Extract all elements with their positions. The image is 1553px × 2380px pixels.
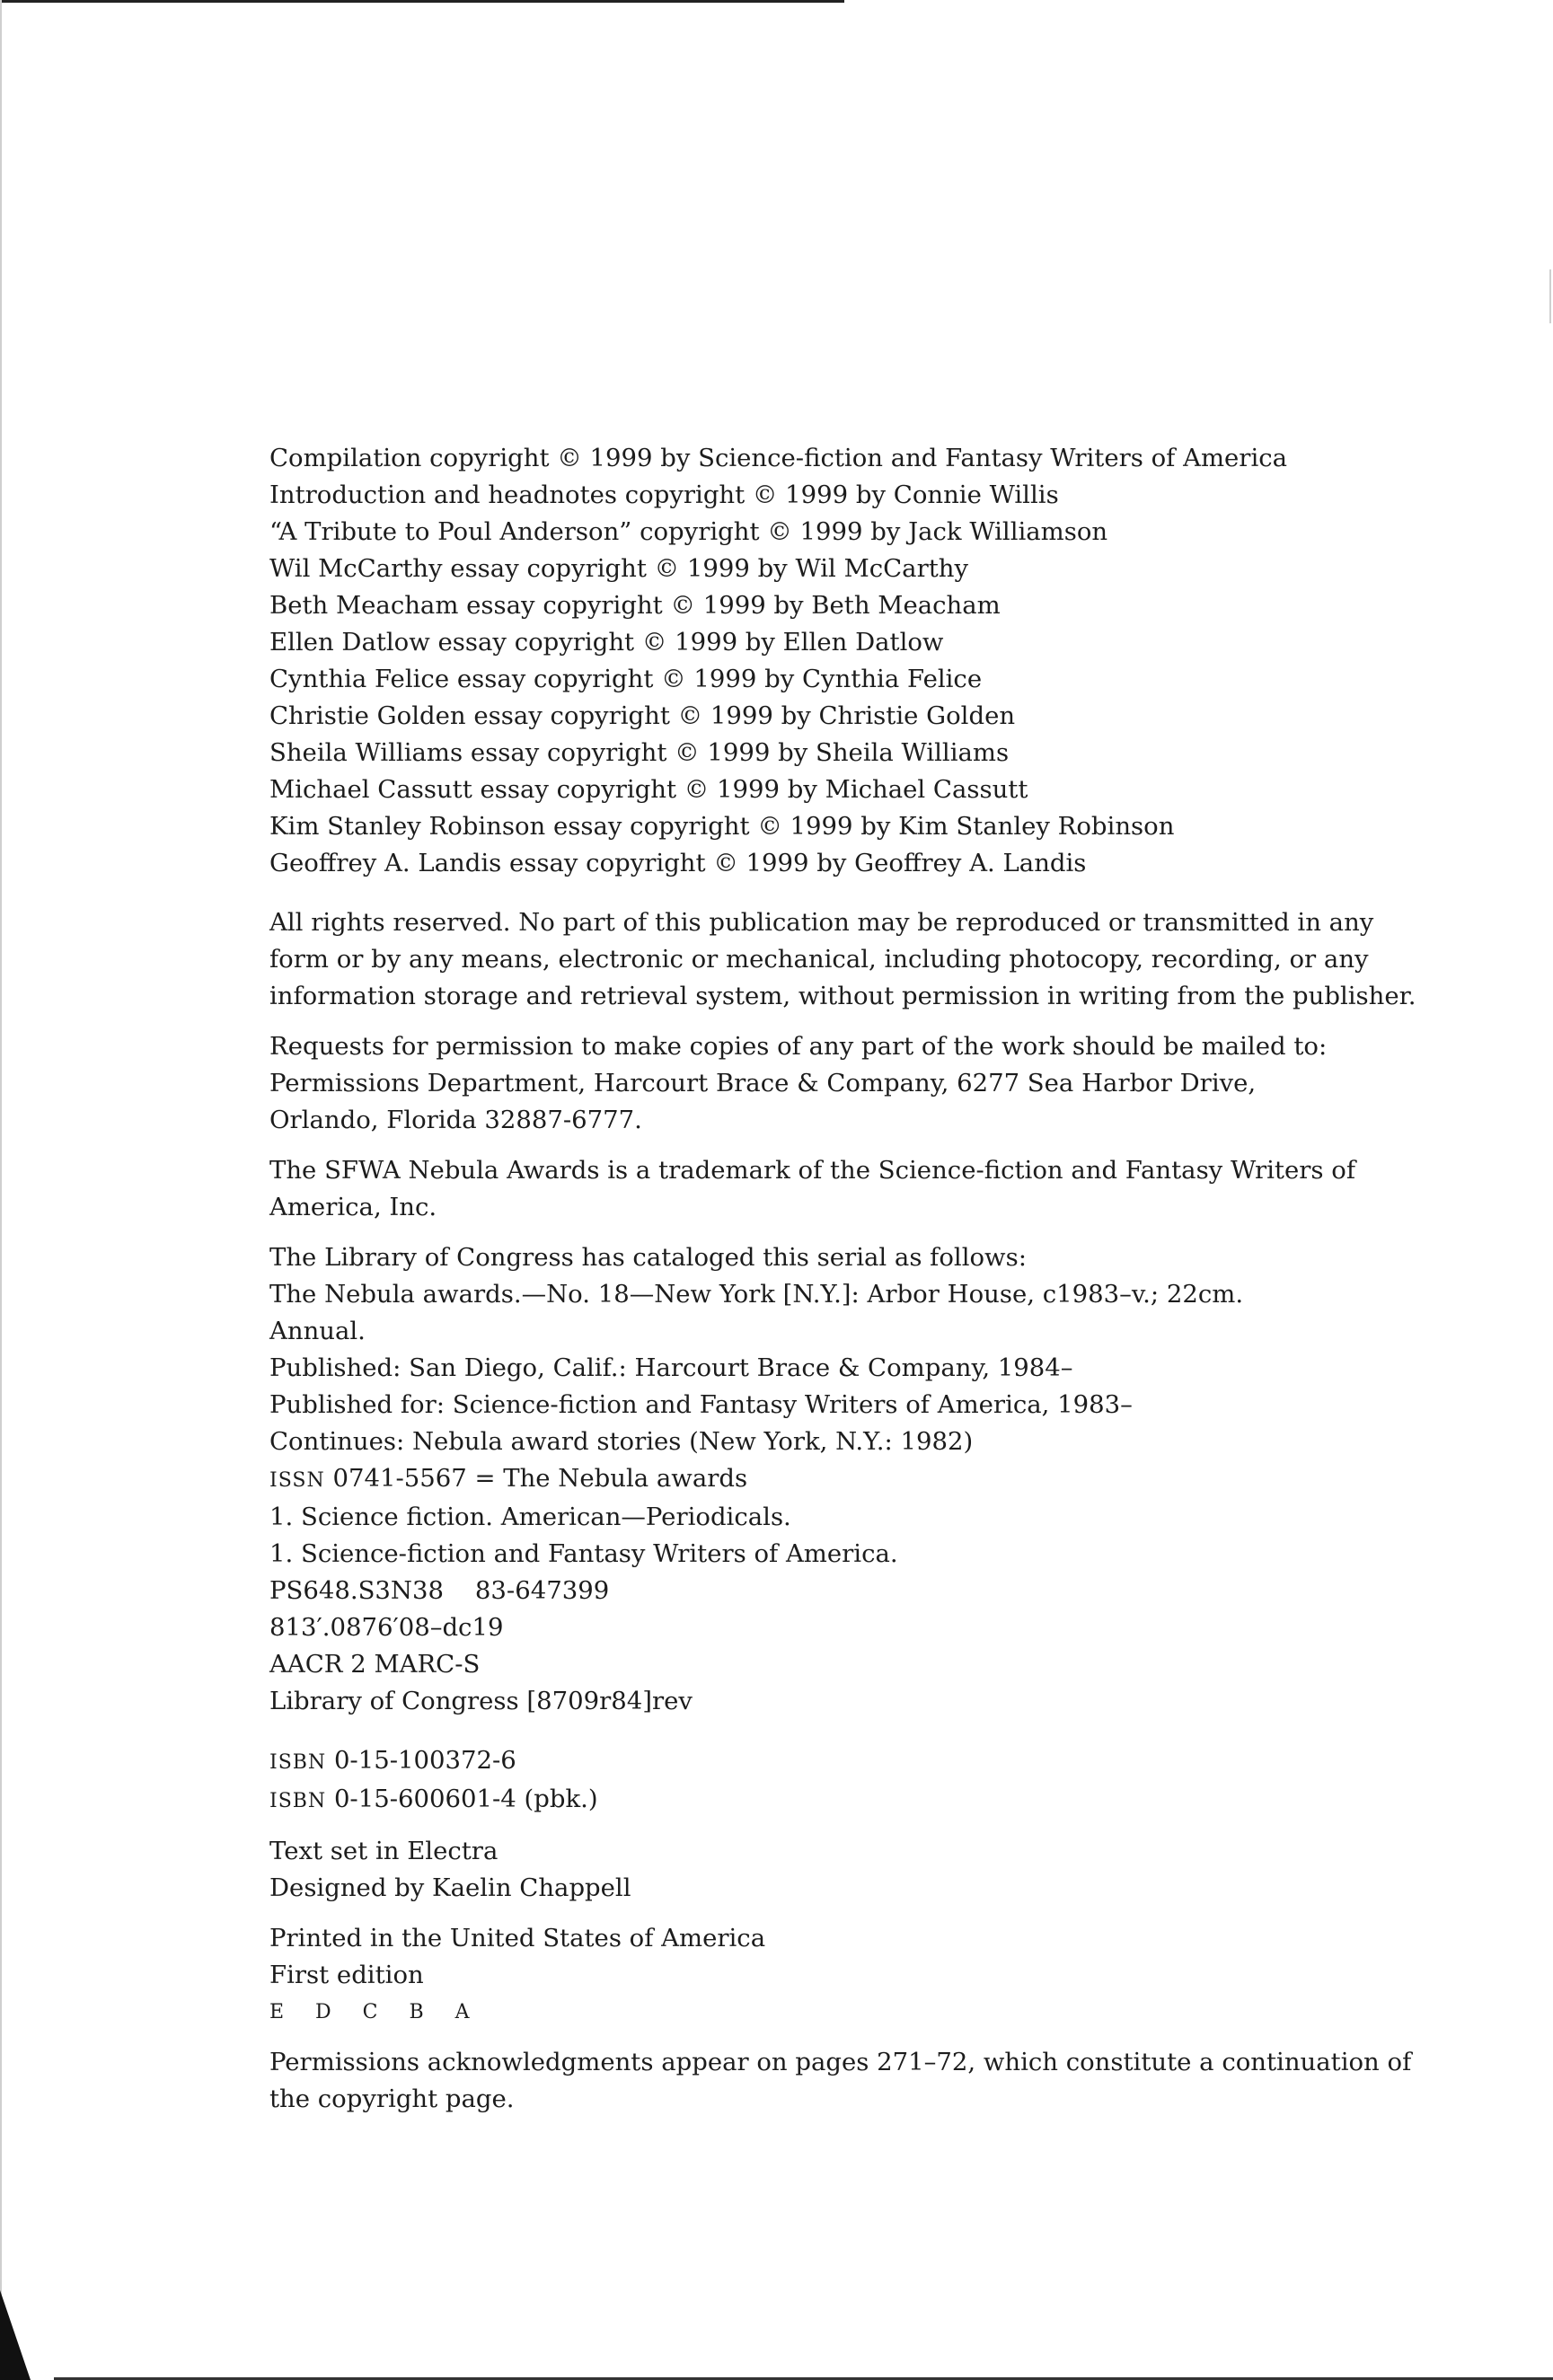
copyright-line: Wil McCarthy essay copyright © 1999 by Wil McCarthy xyxy=(269,554,969,583)
printing-info xyxy=(269,1920,1284,2031)
catalog-data xyxy=(269,1239,1284,1720)
scan-corner-bottom-left xyxy=(0,2290,31,2380)
copyright-line: Geoffrey A. Landis essay copyright © 1999 by Geoffrey A. Landis xyxy=(269,849,1087,877)
catalog-line: AACR 2 MARC-S xyxy=(269,1650,481,1679)
rights-line: All rights reserved. No part of this publication may be reproduced or transmitted in any xyxy=(269,908,1374,937)
catalog-line: PS648.S3N38 83-647399 xyxy=(269,1576,610,1605)
catalog-line: Annual. xyxy=(269,1317,366,1345)
copyright-page xyxy=(269,440,1416,2118)
design-credits xyxy=(269,1833,1284,1907)
copyright-line: “A Tribute to Poul Anderson” copyright © 1999 by Jack Williamson xyxy=(269,517,1108,546)
catalog-line: Continues: Nebula award stories (New York, N.Y.: 1982) xyxy=(269,1427,974,1456)
catalog-line: The Nebula awards.—No. 18—New York [N.Y.]: Arbor House, c1983–v.; 22cm. xyxy=(269,1280,1244,1309)
copyright-notices xyxy=(269,440,1288,882)
catalog-line: 813′.0876′08–dc19 xyxy=(269,1613,504,1642)
printer-key: E D C B A xyxy=(269,2001,482,2023)
copyright-line: Sheila Williams essay copyright © 1999 by Sheila Williams xyxy=(269,738,1010,767)
copyright-line: Cynthia Felice essay copyright © 1999 by Cynthia Felice xyxy=(269,665,983,693)
catalog-line: 1. Science-fiction and Fantasy Writers of America. xyxy=(269,1539,898,1568)
isbn-value: 0-15-600601-4 (pbk.) xyxy=(333,1785,598,1813)
printing-line: First edition xyxy=(269,1961,424,1989)
trademark-notice xyxy=(269,1152,1355,1226)
design-line: Text set in Electra xyxy=(269,1837,499,1865)
catalog-intro: The Library of Congress has cataloged this serial as follows: xyxy=(269,1243,1027,1272)
requests-line: Permissions Department, Harcourt Brace & Company, 6277 Sea Harbor Drive, xyxy=(269,1069,1257,1097)
scan-edge-left xyxy=(0,0,2,2380)
scan-edge-top xyxy=(0,0,844,3)
copyright-line: Compilation copyright © 1999 by Science-fiction and Fantasy Writers of America xyxy=(269,444,1288,472)
isbn-line xyxy=(269,1781,1284,1820)
catalog-line: Library of Congress [8709r84]rev xyxy=(269,1687,693,1715)
isbn-label: ISBN xyxy=(269,1790,327,1812)
copyright-line: Ellen Datlow essay copyright © 1999 by Ellen Datlow xyxy=(269,628,944,657)
isbn-value: 0-15-100372-6 xyxy=(333,1746,516,1775)
copyright-line: Michael Cassutt essay copyright © 1999 by Michael Cassutt xyxy=(269,775,1028,804)
requests-line: Orlando, Florida 32887-6777. xyxy=(269,1106,642,1134)
rights-line: form or by any means, electronic or mechanical, including photocopy, recording, or any xyxy=(269,945,1369,974)
catalog-line: Published for: Science-fiction and Fantasy Writers of America, 1983– xyxy=(269,1390,1133,1419)
acknowledgments-line: the copyright page. xyxy=(269,2085,515,2113)
trademark-line: The SFWA Nebula Awards is a trademark of the Science-fiction and Fantasy Writers of xyxy=(269,1156,1355,1185)
requests-line: Requests for permission to make copies of any part of the work should be mailed to: xyxy=(269,1032,1328,1061)
copyright-line: Kim Stanley Robinson essay copyright © 1999 by Kim Stanley Robinson xyxy=(269,812,1175,841)
acknowledgments-line: Permissions acknowledgments appear on pages 271–72, which constitute a continuation of xyxy=(269,2048,1412,2076)
copyright-line: Introduction and headnotes copyright © 1999 by Connie Willis xyxy=(269,480,1059,509)
scan-mark-right xyxy=(1549,269,1551,323)
rights-reserved xyxy=(269,904,1416,1015)
issn-value: 0741-5567 = The Nebula awards xyxy=(332,1464,748,1493)
isbn-line xyxy=(269,1742,1284,1781)
permission-requests xyxy=(269,1028,1328,1139)
permissions-acknowledgments xyxy=(269,2044,1412,2118)
isbn-list xyxy=(269,1742,1284,1820)
design-line: Designed by Kaelin Chappell xyxy=(269,1873,631,1902)
catalog-line: 1. Science fiction. American—Periodicals. xyxy=(269,1503,791,1531)
isbn-label: ISBN xyxy=(269,1751,327,1774)
copyright-line: Beth Meacham essay copyright © 1999 by Beth Meacham xyxy=(269,591,1001,620)
issn-line xyxy=(269,1460,1284,1499)
rights-line: information storage and retrieval system, without permission in writing from the publisher. xyxy=(269,982,1416,1010)
printing-line: Printed in the United States of America xyxy=(269,1924,766,1952)
copyright-line: Christie Golden essay copyright © 1999 by Christie Golden xyxy=(269,701,1016,730)
catalog-line: Published: San Diego, Calif.: Harcourt Brace & Company, 1984– xyxy=(269,1353,1073,1382)
trademark-line: America, Inc. xyxy=(269,1193,437,1221)
issn-label: ISSN xyxy=(269,1469,325,1492)
